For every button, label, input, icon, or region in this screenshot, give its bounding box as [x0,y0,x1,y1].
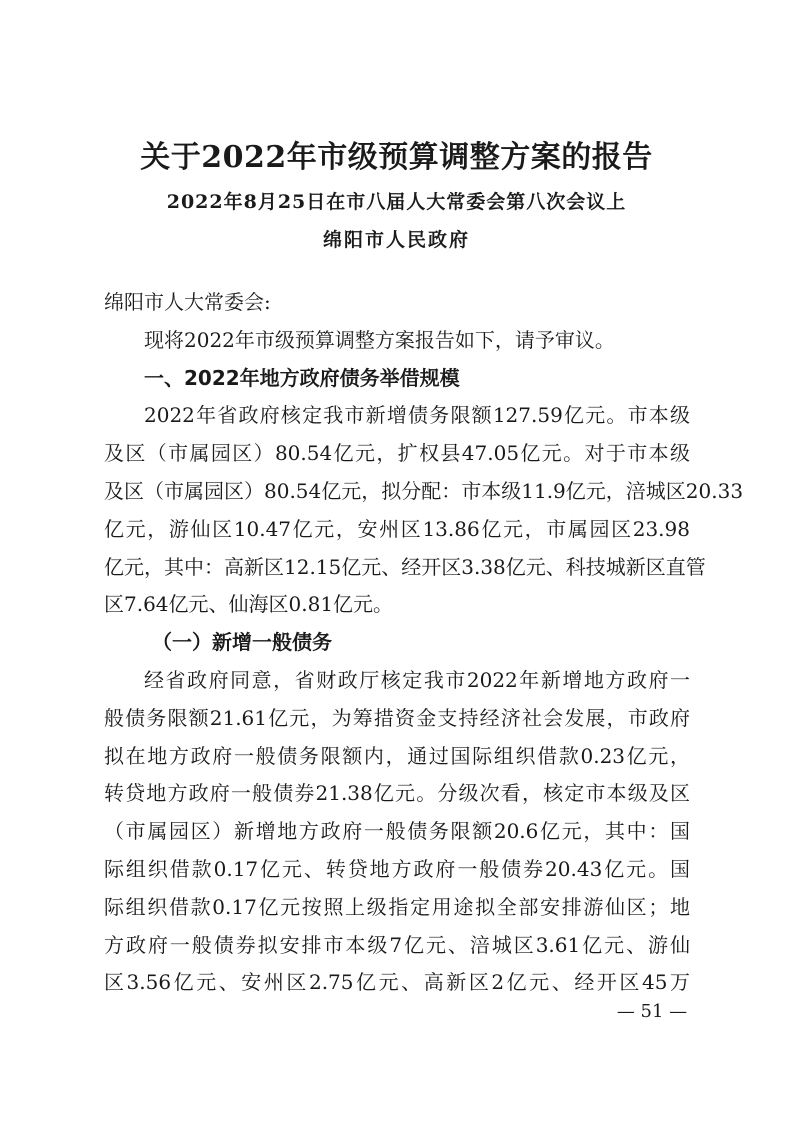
paragraph-line: 际组织借款0.17亿元、转贷地方政府一般债券20.43亿元。国 [104,856,690,881]
paragraph-line: 及区（市属园区）80.54亿元，扩权县47.05亿元。对于市本级 [104,441,690,466]
paragraph-line: 亿元，游仙区10.47亿元，安州区13.86亿元，市属园区23.98 [104,516,690,541]
paragraph-line: 经省政府同意，省财政厅核定我市2022年新增地方政府一 [144,667,690,692]
document-subtitle-date: 2022年8月25日在市八届人大常委会第八次会议上 [166,191,627,213]
document-subtitle-author: 绵阳市人民政府 [322,229,470,251]
paragraph-line: 际组织借款0.17亿元按照上级指定用途拟全部安排游仙区；地 [104,894,690,919]
document-body [104,284,744,1002]
document-title: 关于2022年市级预算调整方案的报告 [140,140,653,175]
subsection-heading: （一）新增一般债务 [152,630,332,655]
paragraph-line: 区7.64亿元、仙海区0.81亿元。 [104,592,394,617]
paragraph-line: 及区（市属园区）80.54亿元，拟分配：市本级11.9亿元，涪城区20.33 [104,478,744,503]
paragraph-line: 区3.56亿元、安州区2.75亿元、高新区2亿元、经开区45万 [104,970,690,995]
paragraph-line: 2022年省政府核定我市新增债务限额127.59亿元。市本级 [144,403,690,428]
paragraph-line: 方政府一般债券拟安排市本级7亿元、涪城区3.61亿元、游仙 [104,932,690,957]
intro-paragraph: 现将2022年市级预算调整方案报告如下，请予审议。 [144,327,615,352]
paragraph-line: 亿元，其中：高新区12.15亿元、经开区3.38亿元、科技城新区直管 [104,554,706,579]
paragraph-line: 转贷地方政府一般债券21.38亿元。分级次看，核定市本级及区 [104,781,690,806]
salutation: 绵阳市人大常委会: [104,290,271,314]
page-number: — 51 — [616,1001,688,1022]
section-heading: 一、2022年地方政府债务举借规模 [144,365,460,390]
paragraph-line: 拟在地方政府一般债务限额内，通过国际组织借款0.23亿元， [104,743,690,768]
paragraph-line: （市属园区）新增地方政府一般债务限额20.6亿元，其中：国 [104,819,690,844]
paragraph-line: 般债务限额21.61亿元，为筹措资金支持经济社会发展，市政府 [104,705,690,730]
